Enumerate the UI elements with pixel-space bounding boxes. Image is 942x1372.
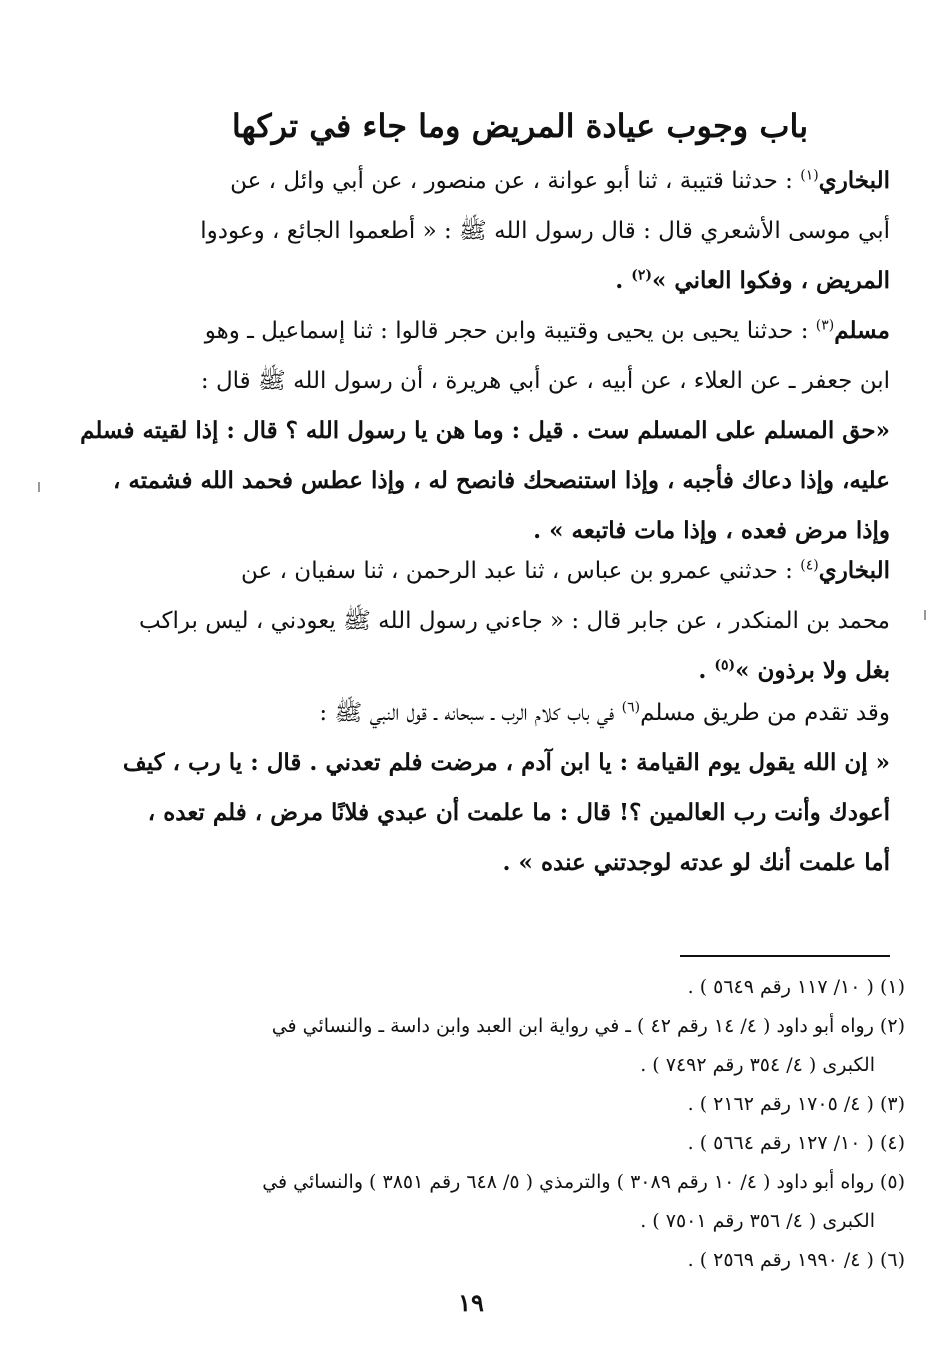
footnote-ref: (٥) bbox=[714, 657, 736, 674]
text-line: ابن جعفر ـ عن العلاء ، عن أبيه ، عن أبي هريرة ، أن رسول الله ﷺ قال : bbox=[200, 368, 890, 394]
text-line bbox=[168, 256, 890, 306]
text-line: «حق المسلم على المسلم ست . قيل : وما هن يا رسول الله ؟ قال : إذا لقيته فسلم bbox=[80, 417, 890, 444]
footnote-continuation: الكبرى ( ٤/ ٣٥٤ رقم ٧٤٩٢ ) . bbox=[640, 1054, 875, 1076]
scan-mark bbox=[38, 482, 40, 492]
page-title: باب وجوب عيادة المريض وما جاء في تركها bbox=[231, 107, 809, 145]
footnotes bbox=[170, 968, 905, 1280]
footnote: (٣) ( ٤/ ١٧٠٥ رقم ٢١٦٢ ) . bbox=[687, 1093, 905, 1115]
line-tail: . bbox=[615, 267, 632, 294]
source-name: مسلم bbox=[834, 317, 890, 344]
footnote-separator bbox=[680, 955, 890, 957]
text-line: محمد بن المنكدر ، عن جابر قال : « جاءني رسول الله ﷺ يعودني ، ليس براكب bbox=[138, 608, 890, 634]
text-line bbox=[168, 546, 890, 596]
line-text: بغل ولا برذون » bbox=[735, 657, 890, 684]
footnote-continuation: الكبرى ( ٤/ ٣٥٦ رقم ٧٥٠١ ) . bbox=[640, 1210, 875, 1232]
footnote-ref: (٤) bbox=[800, 557, 819, 574]
text-line: عليه، وإذا دعاك فأجبه ، وإذا استنصحك فانصح له ، وإذا عطس فحمد الله فشمته ، bbox=[112, 467, 890, 494]
text-line bbox=[168, 306, 890, 356]
footnote: (١) ( ١٠/ ١١٧ رقم ٥٦٤٩ ) . bbox=[687, 976, 905, 998]
text-line: وإذا مرض فعده ، وإذا مات فاتبعه » . bbox=[533, 517, 890, 544]
footnote-ref: (١) bbox=[800, 167, 819, 184]
text-line: أما علمت أنك لو عدته لوجدتني عنده » . bbox=[502, 849, 890, 876]
source-name: البخاري bbox=[818, 557, 890, 584]
line-text: : حدثنا يحيى بن يحيى وقتيبة وابن حجر قالوا : ثنا إسماعيل ـ وهو bbox=[204, 318, 809, 344]
text-line bbox=[168, 688, 890, 738]
footnote: (٢) رواه أبو داود ( ٤/ ١٤ رقم ٤٢ ) ـ في رواية ابن العبد وابن داسة ـ والنسائي في bbox=[271, 1015, 905, 1037]
hadith-section bbox=[168, 156, 890, 306]
source-name: البخاري bbox=[818, 167, 890, 194]
hadith-section bbox=[138, 546, 890, 696]
line-tail: في باب كلام الرب ـ سبحانه ـ قول النبي ﷺ : bbox=[319, 700, 622, 726]
text-line bbox=[168, 156, 890, 206]
footnote-ref: (٦) bbox=[621, 699, 641, 716]
scan-mark bbox=[924, 610, 926, 620]
line-text: المريض ، وفكوا العاني » bbox=[652, 267, 890, 294]
line-tail: . bbox=[698, 657, 715, 684]
line-text: وقد تقدم من طريق مسلم bbox=[640, 700, 890, 726]
footnote-ref: (٣) bbox=[815, 317, 835, 334]
text-line: أعودك وأنت رب العالمين ؟! قال : ما علمت أن عبدي فلانًا مرض ، فلم تعده ، bbox=[147, 799, 890, 826]
footnote-ref: (٢) bbox=[631, 267, 653, 284]
line-text: : حدثنا قتيبة ، ثنا أبو عوانة ، عن منصور ، عن أبي وائل ، عن bbox=[230, 168, 793, 194]
text-line: أبي موسى الأشعري قال : قال رسول الله ﷺ : « أطعموا الجائع ، وعودوا bbox=[200, 218, 890, 244]
hadith-section bbox=[80, 306, 890, 556]
page-number: ١٩ bbox=[458, 1288, 484, 1317]
hadith-section bbox=[122, 688, 890, 888]
footnote: (٦) ( ٤/ ١٩٩٠ رقم ٢٥٦٩ ) . bbox=[687, 1249, 905, 1271]
footnote: (٤) ( ١٠/ ١٢٧ رقم ٥٦٦٤ ) . bbox=[687, 1132, 905, 1154]
footnote: (٥) رواه أبو داود ( ٤/ ١٠ رقم ٣٠٨٩ ) والترمذي ( ٥/ ٦٤٨ رقم ٣٨٥١ ) والنسائي في bbox=[262, 1171, 905, 1193]
text-line: « إن الله يقول يوم القيامة : يا ابن آدم ، مرضت فلم تعدني . قال : يا رب ، كيف bbox=[122, 749, 890, 776]
line-text: : حدثني عمرو بن عباس ، ثنا عبد الرحمن ، ثنا سفيان ، عن bbox=[241, 558, 793, 584]
